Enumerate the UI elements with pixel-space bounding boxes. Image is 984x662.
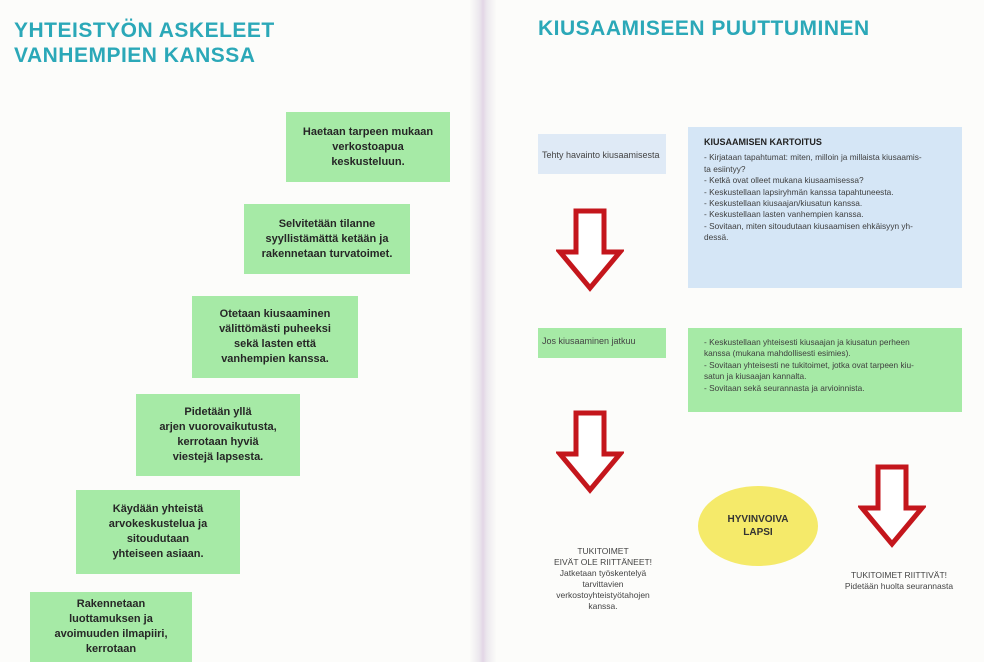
observation-label-box xyxy=(538,134,666,174)
continues-label-box xyxy=(538,328,666,358)
note-line: TUKITOIMET xyxy=(577,546,629,556)
note-line: TUKITOIMET RIITTIVÄT! xyxy=(850,570,948,580)
survey-line: - Kirjataan tapahtumat: miten, milloin ja millaista kiusaamis- xyxy=(704,152,922,163)
step-text: arjen vuorovaikutusta, xyxy=(159,421,277,433)
step-text: sitoudutaan xyxy=(126,533,190,545)
survey-line: - Keskustellaan lapsiryhmän kanssa tapahtuneesta. xyxy=(704,186,894,197)
observation-label: Tehty havainto kiusaamisesta xyxy=(542,150,660,160)
step-text: Käydään yhteistä xyxy=(112,503,204,515)
action-line: - Sovitaan sekä seurannasta ja arvioinnista. xyxy=(704,382,865,393)
survey-box xyxy=(688,127,962,288)
action-line: - Keskustellaan yhteisesti kiusaajan ja kiusatun perheen xyxy=(704,337,910,347)
action-line: kanssa (mukana mahdollisesti esimies). xyxy=(704,348,851,359)
survey-line: - Keskustellaan lasten vanhempien kanssa. xyxy=(704,209,864,220)
note-line: Pidetään huolta seurannasta xyxy=(844,581,954,591)
step-text: kerrotaan hyviä xyxy=(177,436,259,448)
step-text: Rakennetaan xyxy=(76,598,146,610)
step-text: Otetaan kiusaaminen xyxy=(219,308,331,320)
left-page-title xyxy=(14,18,374,68)
actions-box xyxy=(688,328,962,412)
step-text: välittömästi puheeksi xyxy=(219,323,331,335)
step-text: arvokeskustelua ja xyxy=(108,518,208,530)
survey-line: - Keskustellaan kiusaajan/kiusatun kanssa. xyxy=(704,198,863,209)
action-line: satun ja kiusaajan kannalta. xyxy=(704,371,807,382)
step-text: viestejä lapsesta. xyxy=(172,451,264,463)
step-text: luottamuksen ja xyxy=(69,613,153,625)
step-text: yhteiseen asiaan. xyxy=(112,548,204,560)
step-box-5 xyxy=(76,490,240,574)
down-arrow-icon xyxy=(556,410,624,494)
step-text: verkostoapua xyxy=(332,140,404,153)
step-text: keskusteluun. xyxy=(331,155,405,168)
left-title-line: YHTEISTYÖN ASKELEET xyxy=(14,19,275,42)
note-line: EIVÄT OLE RIITTÄNEET! xyxy=(553,557,653,567)
left-title-line: VANHEMPIEN KANSSA xyxy=(14,44,256,67)
survey-line: - Sovitaan, miten sitoudutaan kiusaamisen ehkäisyyn yh- xyxy=(704,220,913,231)
step-text: syyllistämättä ketään ja xyxy=(265,232,389,245)
survey-heading: KIUSAAMISEN KARTOITUS xyxy=(704,137,822,147)
wellbeing-child-ellipse xyxy=(698,486,818,566)
action-line: - Sovitaan yhteisesti ne tukitoimet, jotka ovat tarpeen kiu- xyxy=(704,359,914,370)
step-text: kerrotaan xyxy=(85,643,137,655)
center-label-line: HYVINVOIVA xyxy=(727,514,789,525)
note-line: tarvittavien xyxy=(582,579,624,589)
step-text: sekä lasten että xyxy=(234,338,316,350)
step-box-6 xyxy=(30,592,192,662)
step-box-4 xyxy=(136,394,300,476)
step-box-3 xyxy=(192,296,358,378)
note-line: verkostoyhteistyötahojen xyxy=(556,590,650,600)
step-box-2 xyxy=(244,204,410,274)
sufficient-note xyxy=(830,570,968,592)
down-arrow-icon xyxy=(858,464,926,548)
continues-label: Jos kiusaaminen jatkuu xyxy=(542,336,636,346)
step-text: Selvitetään tilanne xyxy=(278,217,376,230)
step-text: rakennetaan turvatoimet. xyxy=(261,247,393,260)
insufficient-note xyxy=(538,546,668,612)
step-text: avoimuuden ilmapiiri, xyxy=(54,628,168,640)
step-text: Haetaan tarpeen mukaan xyxy=(302,125,434,138)
note-line: Jatketaan työskentelyä xyxy=(559,568,647,578)
survey-line: dessä. xyxy=(704,232,729,243)
right-page-title: KIUSAAMISEEN PUUTTUMINEN xyxy=(538,17,870,40)
survey-line: ta esiintyy? xyxy=(704,163,746,174)
center-label-line: LAPSI xyxy=(743,527,773,538)
book-gutter xyxy=(470,0,496,662)
survey-line: - Ketkä ovat olleet mukana kiusaamisessa? xyxy=(704,175,864,186)
step-box-1 xyxy=(286,112,450,182)
down-arrow-icon xyxy=(556,208,624,292)
note-line: kanssa. xyxy=(588,601,618,611)
step-text: vanhempien kanssa. xyxy=(221,353,329,365)
step-text: Pidetään yllä xyxy=(184,406,252,418)
